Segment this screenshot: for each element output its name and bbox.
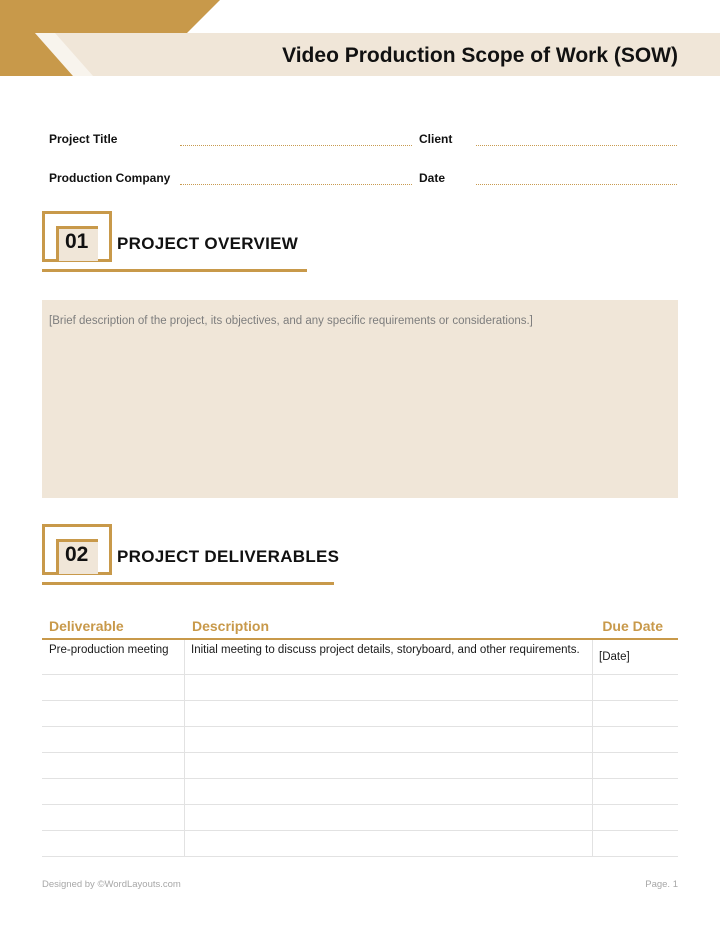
- date-label: Date: [419, 171, 446, 185]
- description-cell[interactable]: [185, 701, 593, 726]
- production-company-label: Production Company: [49, 171, 171, 185]
- table-row: [42, 805, 678, 831]
- section-number-box: [42, 524, 112, 575]
- header-decoration: [0, 0, 220, 76]
- table-row: [42, 675, 678, 701]
- table-row: [42, 727, 678, 753]
- production-company-field[interactable]: [180, 184, 412, 185]
- project-title-label: Project Title: [49, 132, 118, 146]
- deliverable-cell[interactable]: [42, 727, 185, 752]
- deliverable-cell[interactable]: [42, 805, 185, 830]
- due-date-cell[interactable]: [593, 727, 678, 752]
- deliverables-table: [42, 615, 678, 857]
- table-row: [42, 831, 678, 857]
- deliverable-cell[interactable]: [42, 753, 185, 778]
- column-header-description: Description: [192, 618, 270, 634]
- deliverable-cell[interactable]: [42, 701, 185, 726]
- table-row: [42, 701, 678, 727]
- table-row: [42, 640, 678, 675]
- section-rule: [42, 269, 307, 272]
- footer-credit: Designed by ©WordLayouts.com: [42, 879, 181, 890]
- due-date-cell[interactable]: [593, 701, 678, 726]
- description-cell[interactable]: [185, 753, 593, 778]
- description-cell[interactable]: [185, 831, 593, 856]
- client-field[interactable]: [476, 145, 677, 146]
- section-number: 01: [65, 230, 89, 253]
- column-header-due-date: Due Date: [602, 618, 663, 634]
- due-date-cell[interactable]: [593, 831, 678, 856]
- table-row: [42, 779, 678, 805]
- due-date-cell[interactable]: [593, 805, 678, 830]
- due-date-cell[interactable]: [593, 753, 678, 778]
- page-number: Page. 1: [645, 879, 678, 890]
- description-cell[interactable]: [185, 779, 593, 804]
- description-cell[interactable]: Initial meeting to discuss project details, storyboard, and other requirements.: [185, 640, 593, 674]
- document-title: Video Production Scope of Work (SOW): [282, 44, 678, 67]
- description-cell[interactable]: [185, 727, 593, 752]
- section-number: 02: [65, 543, 89, 566]
- date-field[interactable]: [476, 184, 677, 185]
- overview-box[interactable]: [42, 300, 678, 498]
- due-date-cell[interactable]: [Date]: [599, 651, 630, 663]
- section-title-deliverables: PROJECT DELIVERABLES: [117, 547, 340, 566]
- client-label: Client: [419, 132, 453, 146]
- table-header: [42, 615, 678, 640]
- deliverable-cell[interactable]: Pre-production meeting: [42, 640, 185, 674]
- deliverable-cell[interactable]: [42, 831, 185, 856]
- section-number-box: [42, 211, 112, 262]
- section-title-overview: PROJECT OVERVIEW: [117, 234, 299, 253]
- due-date-cell[interactable]: [593, 779, 678, 804]
- deliverable-cell[interactable]: [42, 675, 185, 700]
- description-cell[interactable]: [185, 675, 593, 700]
- project-title-field[interactable]: [180, 145, 412, 146]
- description-cell[interactable]: [185, 805, 593, 830]
- overview-placeholder: [Brief description of the project, its objectives, and any specific requirements or considerations.]: [49, 315, 533, 327]
- column-header-deliverable: Deliverable: [49, 618, 124, 634]
- deliverable-cell[interactable]: [42, 779, 185, 804]
- section-rule: [42, 582, 334, 585]
- due-date-cell[interactable]: [593, 675, 678, 700]
- table-row: [42, 753, 678, 779]
